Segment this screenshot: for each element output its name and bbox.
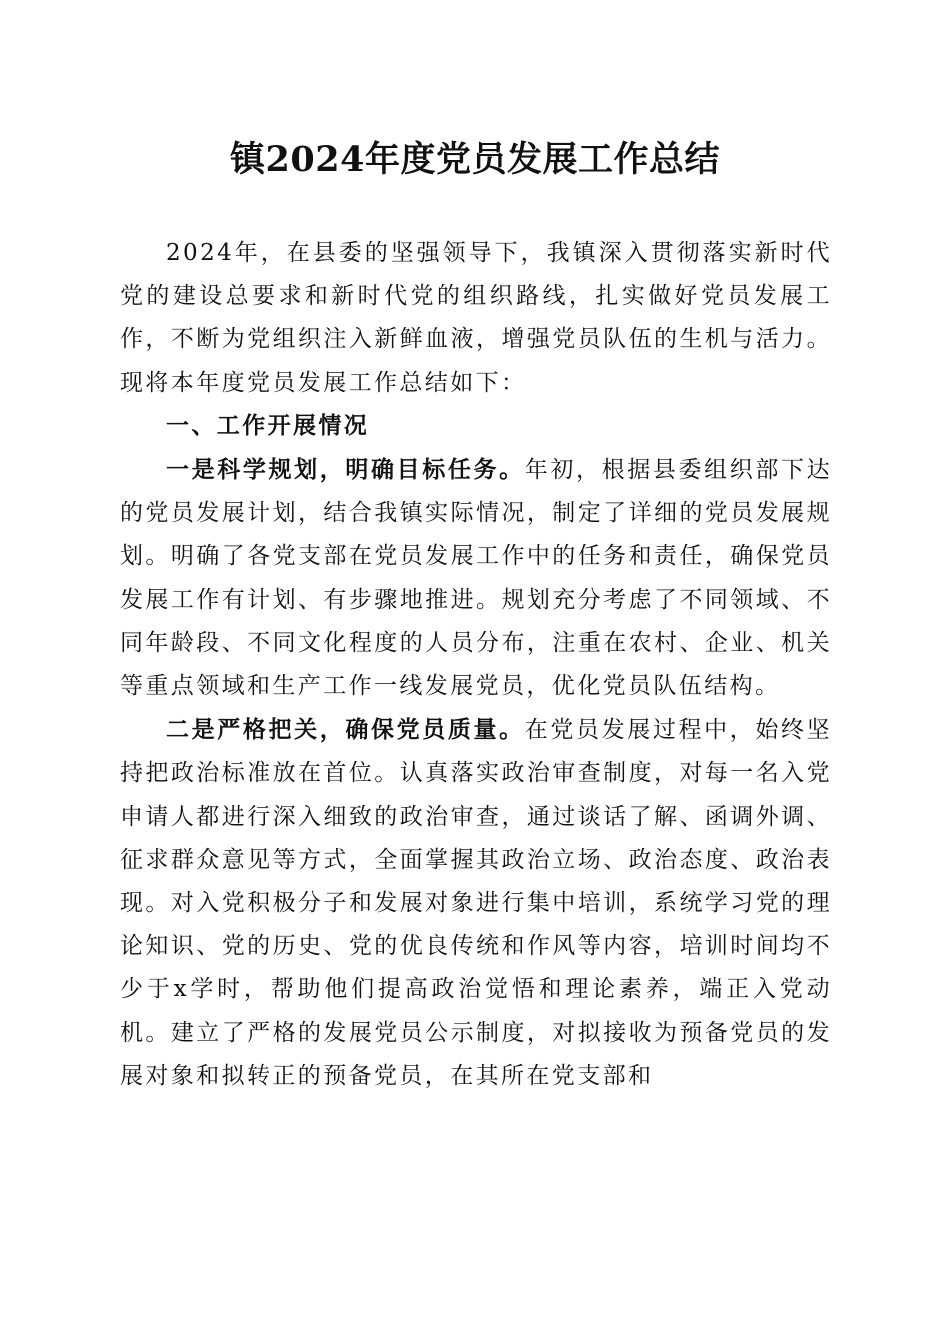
item-lead-1: 一是科学规划，明确目标任务。 [166, 456, 525, 484]
item-paragraph-2 [120, 708, 832, 1098]
section-heading: 一、工作开展情况 [166, 412, 370, 439]
item-text-2: 在党员发展过程中，始终坚持把政治标准放在首位。认真落实政治审查制度，对每一名入党申请人都进行深入细致的政治审查，通过谈话了解、函调外调、征求群众意见等方式，全面掌握其政治立场、政治态度、政治表现。对入党积极分子和发展对象进行集中培训，系统学习党的理论知识、党的历史、党的优良传统和作风等内容，培训时间均不少于x学时，帮助他们提高政治觉悟和理论素养，端正入党动机。建立了严格的发展党员公示制度，对拟接收为预备党员的发展对象和拟转正的预备党员，在其所在党支部和 [120, 717, 832, 1089]
item-text-1: 年初，根据县委组织部下达的党员发展计划，结合我镇实际情况，制定了详细的党员发展规划。明确了各党支部在党员发展工作中的任务和责任，确保党员发展工作有计划、有步骤地推进。规划充分考虑了不同领域、不同年龄段、不同文化程度的人员分布，注重在农村、企业、机关等重点领域和生产工作一线发展党员，优化党员队伍结构。 [120, 457, 832, 700]
item-lead-2: 二是严格把关，确保党员质量。 [166, 716, 525, 744]
item-paragraph-1 [120, 448, 832, 708]
document-title: 镇2024年度党员发展工作总结 [230, 139, 720, 180]
document-body [120, 232, 832, 1098]
intro-paragraph: 2024年，在县委的坚强领导下，我镇深入贯彻落实新时代党的建设总要求和新时代党的组织路线，扎实做好党员发展工作，不断为党组织注入新鲜血液，增强党员队伍的生机与活力。现将本年度党员发展工作总结如下： [120, 240, 832, 396]
